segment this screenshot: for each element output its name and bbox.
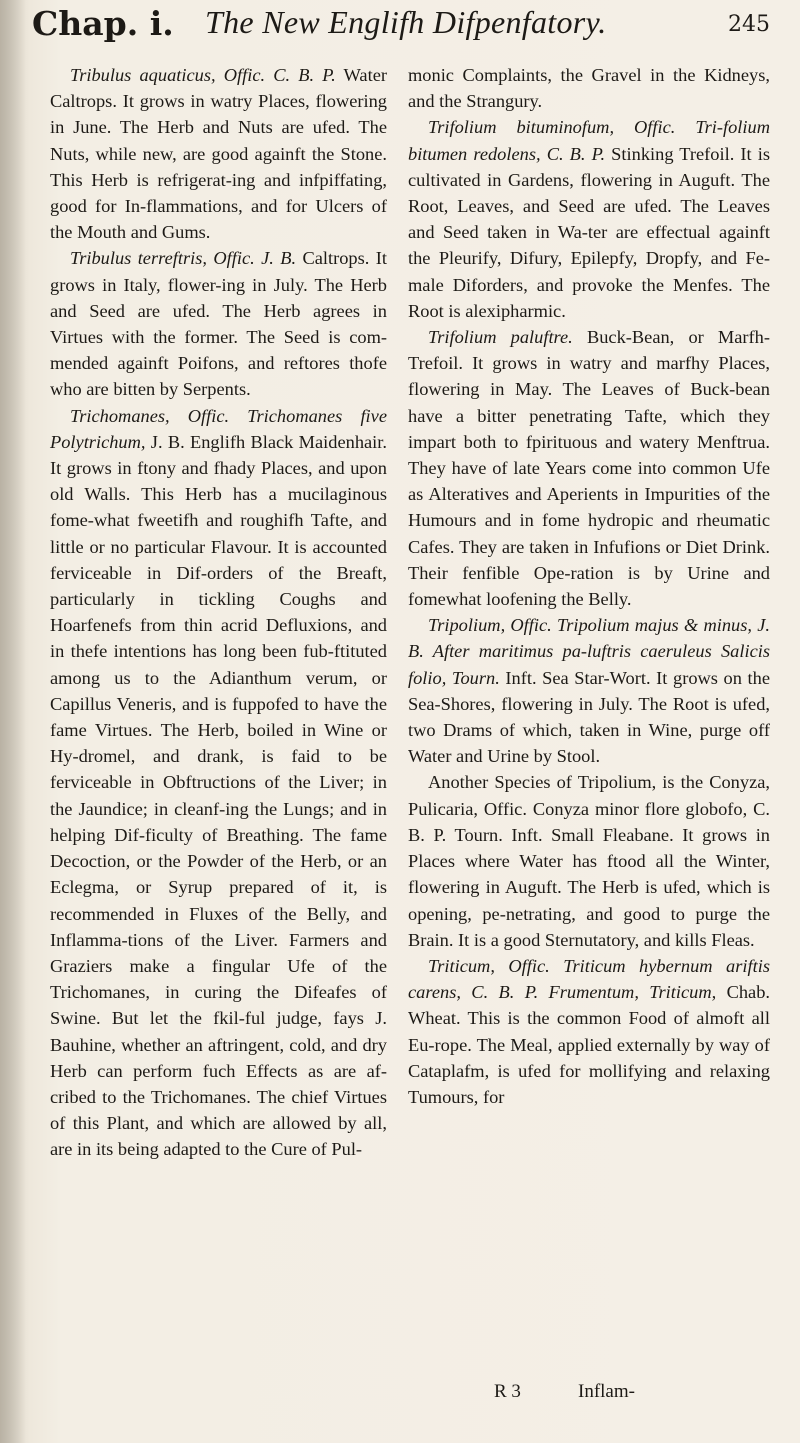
entry-paragraph	[50, 403, 387, 1163]
entry-paragraph	[408, 324, 770, 612]
entry-text: Stinking Trefoil. It is cultivated in Gardens, flowering in Auguft. The Root, Leaves, and Seed are ufed. The Leaves and Seed taken in Wa-ter are effectual againft the Pleurify, Difury, Epilepfy, Dropfy, and Fe-male Diforders, and provoke the Menfes. The Root is alexipharmic.	[408, 143, 771, 321]
entry-latin-name: Tribulus terreftris, Offic. J. B.	[70, 248, 297, 269]
entry-text: monic Complaints, the Gravel in the Kidneys, and the Strangury.	[408, 65, 770, 112]
entry-text: J. B. Englifh Black Maidenhair. It grows in ftony and fhady Places, and upon old Walls. This Herb has a mucilaginous fome-what fweetifh and roughifh Tafte, and little or no particular Flavour. It is accounted ferviceable in Dif-orders of the Breaft, particularly in tickling Coughs and Hoarfenefs from thin acrid Defluxions, and in thefe intentions has long been fub-ftituted among us to the Adianthum verum, or Capillus Veneris, and is fuppofed to have the fame Virtues. The Herb, boiled in Wine or Hy-dromel, and drank, is faid to be ferviceable in Obftructions of the Liver; in the Jaundice; in cleanf-ing the Lungs; and in helping Dif-ficulty of Breathing. The fame Decoction, or the Powder of the Herb, or an Eclegma, or Syrup prepared of it, is recommended in Fluxes of the Belly, and Inflamma-tions of the Liver. Farmers and Graziers make a fingular Ufe of the Trichomanes, in curing the Difeafes of Swine. But let the fkil-ful judge, fays J. Bauhine, whether an aftringent, cold, and dry Herb can perform fuch Effects as are af-cribed to the Trichomanes. The chief Virtues of this Plant, and which are allowed by all, are in its being adapted to the Cure of Pul-	[50, 431, 387, 1160]
entry-latin-name: Triticum, Offic. Triticum hybernum ariftis carens, C. B. P. Frumentum, Triticum,	[408, 955, 770, 1003]
entry-text: Buck-Bean, or Marfh-Trefoil. It grows in watry and marfhy Places, flowering in May. The Leaves of Buck-bean have a bitter penetrating Tafte, which they impart both to fpirituous and watery Menftrua. They have of late Years come into common Ufe as Alteratives and Aperients in Impurities of the Humours and in fome hydropic and rheumatic Cafes. They are taken in Infufions or Diet Drink. Their fenfible Ope-ration is by Urine and fomewhat loofening the Belly.	[408, 327, 770, 610]
entry-paragraph	[50, 245, 387, 402]
entry-text: Inft. Sea Star-Wort. It grows on the Sea-Shores, flowering in July. The Root is ufed, two Drams of which, taken in Wine, purge off Water and Urine by Stool.	[408, 667, 770, 767]
left-column	[50, 62, 387, 1163]
page-number: 245	[728, 12, 770, 37]
running-title: The New Englifh Difpenfatory.	[205, 4, 607, 40]
right-column	[408, 62, 770, 1110]
entry-latin-name: Trifolium paluftre.	[428, 327, 573, 348]
catchword: Inflam-	[578, 1381, 635, 1402]
chapter-label: Chap. i.	[32, 4, 174, 43]
entry-paragraph	[50, 62, 387, 245]
entry-text: Caltrops. It grows in Italy, flower-ing in July. The Herb and Seed are ufed. The Herb agrees in Virtues with the former. The Seed is com-mended againft Poifons, and reftores thofe who are bitten by Serpents.	[50, 248, 387, 400]
entry-paragraph	[408, 953, 770, 1110]
entry-text: Another Species of Tripolium, is the Conyza, Pulicaria, Offic. Conyza minor flore globofo, C. B. P. Tourn. Inft. Small Fleabane. It grows in Places where Water has ftood all the Winter, flowering in Auguft. The Herb is ufed, which is opening, pe-netrating, and good to purge the Brain. It is a good Sternutatory, and kills Fleas.	[408, 772, 770, 950]
running-header	[0, 0, 800, 56]
entry-paragraph	[408, 612, 770, 769]
entry-latin-name: Tribulus aquaticus, Offic. C. B. P.	[70, 65, 336, 85]
signature-mark: R 3	[494, 1381, 521, 1402]
entry-latin-name: Tripolium, Offic. Tripolium majus & minus, J. B. After maritimus pa-luftris caeruleus Salicis folio, Tourn.	[408, 615, 770, 688]
entry-latin-name: Trifolium bituminofum, Offic. Tri-folium bitumen redolens, C. B. P.	[408, 117, 770, 164]
entry-text: Water Caltrops. It grows in watry Places, flowering in June. The Herb and Nuts are ufed. The Nuts, while new, are good againft the Stone. This Herb is refrigerat-ing and infpiffating, good for In-flammations, and for Ulcers of the Mouth and Gums.	[50, 65, 387, 243]
entry-paragraph	[408, 62, 770, 114]
entry-paragraph	[408, 769, 770, 952]
entry-latin-name: Trichomanes, Offic. Trichomanes five Polytrichum,	[50, 405, 387, 452]
entry-paragraph	[408, 114, 770, 324]
entry-text: Chab. Wheat. This is the common Food of almoft all Eu-rope. The Meal, applied externally by way of Cataplafm, is ufed for mollifying and relaxing Tumours, for	[408, 982, 771, 1107]
